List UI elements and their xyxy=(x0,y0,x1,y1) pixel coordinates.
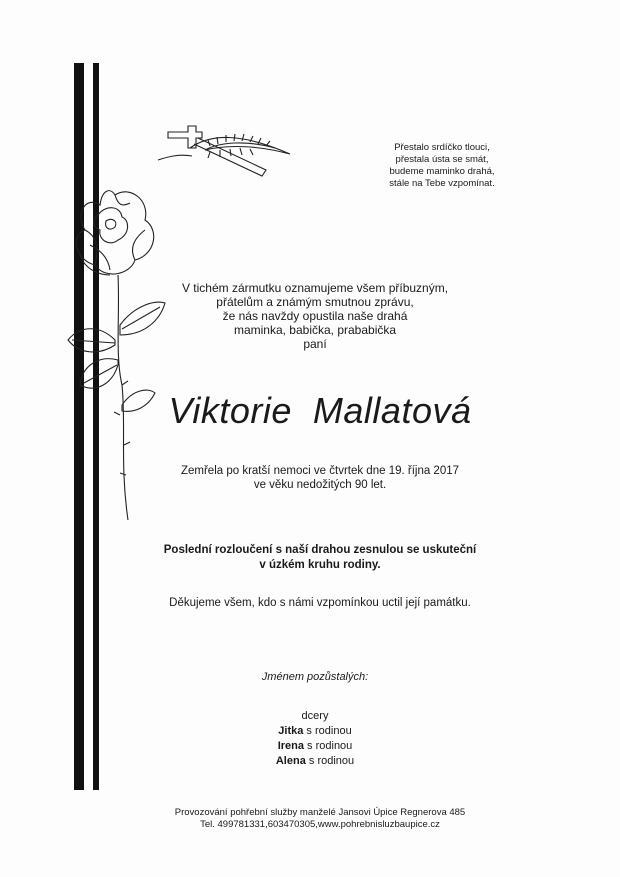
poem xyxy=(372,142,512,190)
member-suffix: s rodinou xyxy=(305,755,355,767)
footer-line: Provozování pohřební služby manželé Jansovi Úpice Regnerova 485 xyxy=(174,807,466,818)
footer-line: Tel. 499781331,603470305,www.pohrebnisluzbaupice.cz xyxy=(200,819,440,830)
member-suffix: s rodinou xyxy=(303,725,352,737)
farewell-line: v úzkém kruhu rodiny. xyxy=(259,559,381,571)
announcement-line: paní xyxy=(303,337,327,351)
poem-line: přestala ústa se smát, xyxy=(395,154,489,165)
announcement-line: že nás navždy opustila naše drahá xyxy=(222,309,408,323)
announcement-line: V tichém zármutku oznamujeme všem příbuzným, xyxy=(181,281,449,295)
member-name: Irena xyxy=(277,740,304,752)
deceased-name: Viktorie Mallatová xyxy=(168,390,472,431)
member-name: Alena xyxy=(275,755,306,767)
death-info xyxy=(155,464,485,492)
family-heading: Jménem pozůstalých: xyxy=(261,671,369,683)
poem-line: Přestalo srdíčko tlouci, xyxy=(394,142,490,153)
thanks-line: Děkujeme všem, kdo s námi vzpomínkou uctil její památku. xyxy=(169,597,471,609)
family-list xyxy=(200,709,430,769)
death-info-line: ve věku nedožitých 90 let. xyxy=(253,479,387,491)
announcement-line: maminka, babička, prababička xyxy=(233,323,397,337)
death-info-line: Zemřela po kratší nemoci ve čtvrtek dne 19. října 2017 xyxy=(180,465,460,477)
family-member xyxy=(200,739,430,754)
announcement-line: přátelům a známým smutnou zprávu, xyxy=(216,295,414,309)
poem-line: stále na Tebe vzpomínat. xyxy=(389,178,495,189)
cross-with-palm-icon xyxy=(150,120,295,185)
farewell-notice xyxy=(140,543,500,573)
farewell-line: Poslední rozloučení s naší drahou zesnulou se uskuteční xyxy=(163,544,477,556)
poem-line: budeme maminko drahá, xyxy=(389,166,495,177)
family-member xyxy=(200,754,430,769)
member-suffix: s rodinou xyxy=(303,740,353,752)
family-relation: dcery xyxy=(301,710,329,722)
funeral-service-footer xyxy=(130,807,510,831)
announcement xyxy=(155,281,475,351)
family-member xyxy=(200,724,430,739)
member-name: Jitka xyxy=(278,725,304,737)
